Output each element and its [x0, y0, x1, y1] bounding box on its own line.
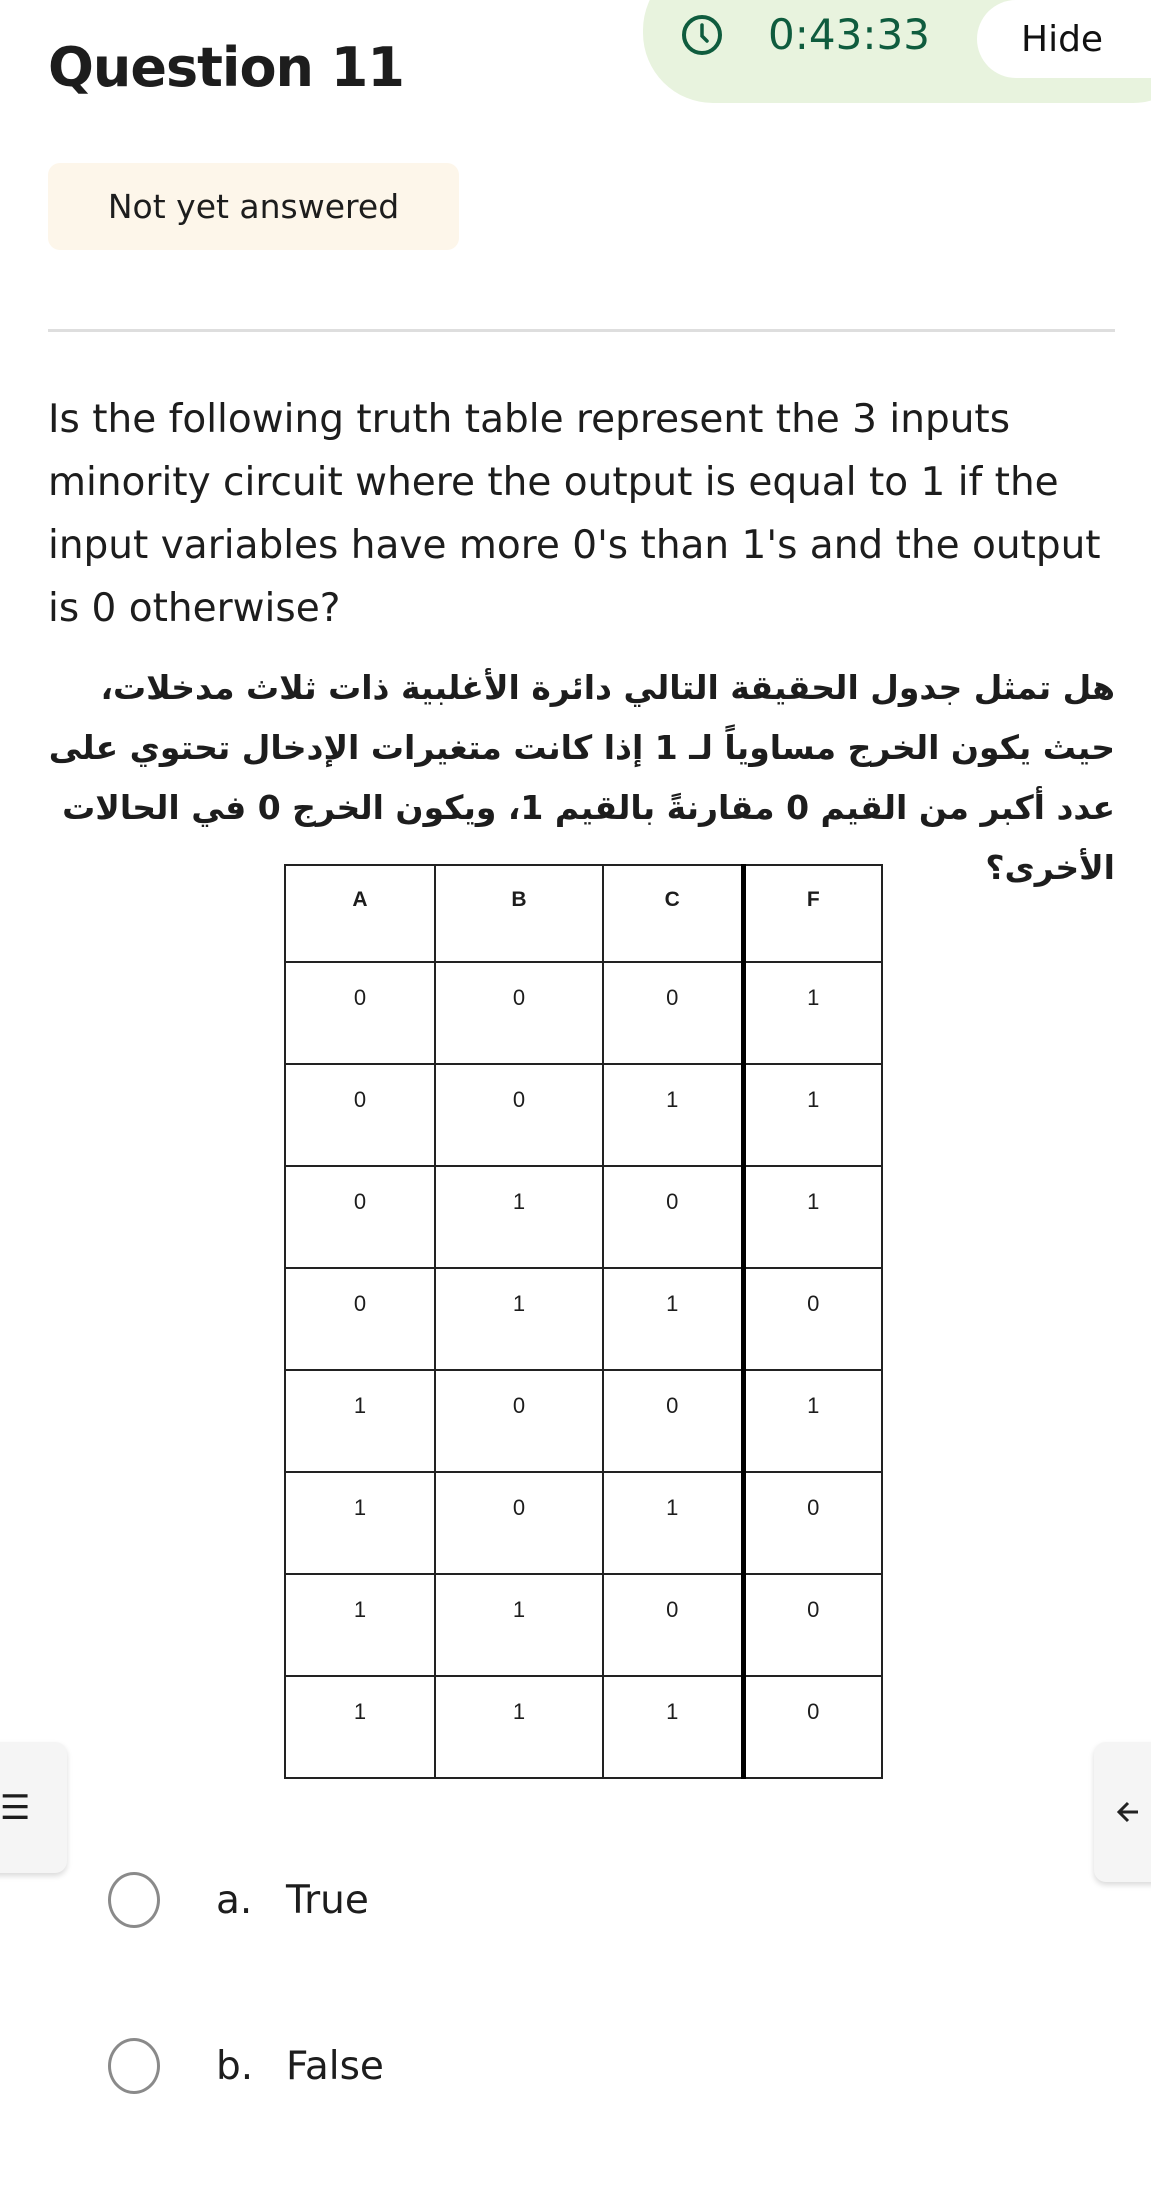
table-cell: 0	[743, 1676, 882, 1778]
table-cell: 0	[603, 1574, 743, 1676]
table-cell: 0	[435, 1370, 603, 1472]
radio-button[interactable]	[108, 1872, 160, 1928]
table-cell: 1	[435, 1676, 603, 1778]
table-header: C	[603, 865, 743, 962]
table-cell: 1	[285, 1676, 435, 1778]
table-cell: 1	[603, 1064, 743, 1166]
table-cell: 1	[435, 1268, 603, 1370]
timer-value: 0:43:33	[768, 10, 930, 59]
table-cell: 1	[743, 962, 882, 1064]
question-text: Is the following truth table represent the 3 inputs minority circuit where the output is equal to 1 if the input variables have more 0's than 1's and the output is 0 otherwise?	[48, 397, 1101, 631]
table-row	[285, 1370, 882, 1472]
table-header: B	[435, 865, 603, 962]
option-label: False	[286, 2043, 384, 2089]
table-row	[285, 1064, 882, 1166]
next-page-tab[interactable]	[1094, 1742, 1151, 1882]
hide-timer-button[interactable]: Hide	[977, 0, 1151, 78]
table-header: F	[743, 865, 882, 962]
table-cell: 1	[285, 1370, 435, 1472]
table-cell: 0	[285, 1064, 435, 1166]
table-cell: 1	[603, 1676, 743, 1778]
table-cell: 1	[435, 1166, 603, 1268]
table-cell: 0	[603, 1166, 743, 1268]
table-row	[285, 1574, 882, 1676]
table-cell: 0	[285, 1166, 435, 1268]
option-label: True	[286, 1877, 369, 1923]
table-row	[285, 1166, 882, 1268]
table-cell: 1	[743, 1064, 882, 1166]
truth-table	[284, 864, 883, 1779]
table-cell: 1	[603, 1472, 743, 1574]
table-cell: 1	[285, 1472, 435, 1574]
table-cell: 1	[285, 1574, 435, 1676]
table-cell: 0	[743, 1268, 882, 1370]
table-cell: 0	[285, 1268, 435, 1370]
table-header-row	[285, 865, 882, 962]
table-cell: 0	[435, 1472, 603, 1574]
question-title: Question 11	[48, 36, 404, 99]
status-badge: Not yet answered	[48, 163, 459, 250]
table-cell: 0	[285, 962, 435, 1064]
option-false[interactable]	[108, 2038, 384, 2094]
table-row	[285, 1472, 882, 1574]
arrow-left-icon	[1110, 1797, 1140, 1827]
option-true[interactable]	[108, 1872, 369, 1928]
clock-icon	[681, 14, 723, 56]
table-cell: 1	[743, 1166, 882, 1268]
menu-icon: ☰	[0, 1788, 31, 1828]
previous-page-tab[interactable]	[0, 1742, 67, 1873]
table-cell: 0	[603, 1370, 743, 1472]
table-cell: 0	[435, 1064, 603, 1166]
table-cell: 0	[743, 1574, 882, 1676]
table-cell: 1	[435, 1574, 603, 1676]
table-cell: 0	[603, 962, 743, 1064]
table-row	[285, 1676, 882, 1778]
table-header: A	[285, 865, 435, 962]
radio-button[interactable]	[108, 2038, 160, 2094]
table-cell: 0	[435, 962, 603, 1064]
option-letter: a.	[216, 1877, 253, 1923]
table-row	[285, 962, 882, 1064]
table-row	[285, 1268, 882, 1370]
question-text-arabic: هل تمثل جدول الحقيقة التالي دائرة الأغلبية ذات ثلاث مدخلات، حيث يكون الخرج مساوياً لـ 1 إذا كانت متغيرات الإدخال تحتوي على عدد أكبر من القيم 0 مقارنةً بالقيم 1، ويكون الخرج 0 في الحالات الأخرى؟	[48, 668, 1115, 887]
divider	[48, 329, 1115, 332]
table-cell: 1	[603, 1268, 743, 1370]
option-letter: b.	[216, 2043, 254, 2089]
table-cell: 0	[743, 1472, 882, 1574]
table-cell: 1	[743, 1370, 882, 1472]
